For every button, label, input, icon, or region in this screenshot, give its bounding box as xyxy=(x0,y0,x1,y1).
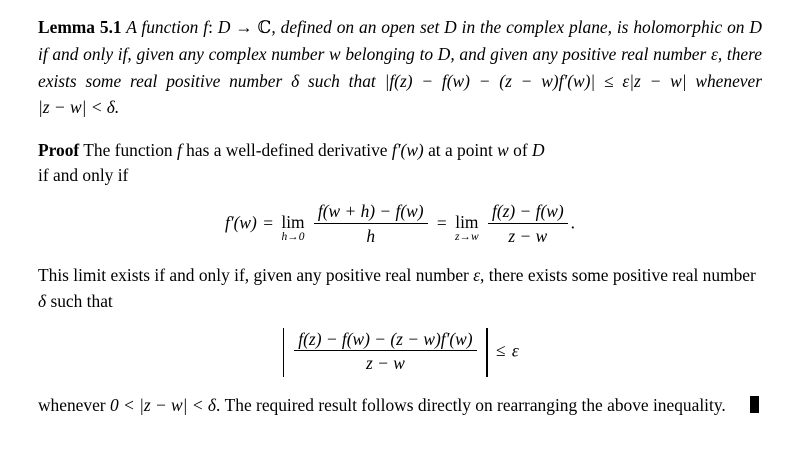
lemma-symbol-epsilon: ε xyxy=(710,44,718,65)
lemma-symbol-arrow: → xyxy=(235,17,253,37)
eq1-limit-z-op: lim xyxy=(455,211,479,232)
eq1-limit-h-op: lim xyxy=(281,211,305,232)
proof-text-line2: if and only if xyxy=(38,165,129,186)
lemma-symbol-f: f xyxy=(203,17,209,37)
eq1-fraction-z-denominator: z − w xyxy=(508,225,548,246)
eq1-limit-h-sub: h→0 xyxy=(281,231,305,244)
eq2-fraction-denominator: z − w xyxy=(366,353,405,374)
lemma-text-period: . xyxy=(114,97,120,118)
end-of-proof-tombstone xyxy=(750,396,759,413)
para3-text-b: . The required result follows directly on rearranging the above inequality. xyxy=(215,394,726,415)
eq2-fraction-numerator: f(z) − f(w) − (z − w)f′(w) xyxy=(294,329,476,352)
eq1-lhs: f′(w) xyxy=(225,212,257,233)
conclusion-paragraph xyxy=(38,393,762,418)
eq1-fraction-h-denominator: h xyxy=(366,225,376,246)
para3-condition: 0 < |z − w| < δ xyxy=(109,394,216,415)
para2-symbol-delta: δ xyxy=(38,290,47,311)
lemma-text-s3: in the complex plane, is holomorphic on xyxy=(461,17,745,37)
lemma-text-s1: A function xyxy=(126,17,199,37)
eq1-limit-z-sub: z→w xyxy=(455,231,479,244)
proof-symbol-w: w xyxy=(497,139,509,160)
lemma-symbol-D3: D xyxy=(749,17,762,37)
lemma-statement xyxy=(38,14,762,121)
lemma-text-s6: , and given any positive real number xyxy=(450,44,707,65)
proof-text-b: has a well-defined derivative xyxy=(186,139,388,160)
lemma-inline-condition: |z − w| < δ xyxy=(38,97,115,118)
lemma-text-s4: if and only if, given any complex number xyxy=(38,44,325,65)
eq1-fraction-h xyxy=(314,201,428,246)
proof-text-d: of xyxy=(513,139,528,160)
eq1-equals-2: = xyxy=(436,212,447,233)
lemma-symbol-D1: D xyxy=(217,17,231,37)
eq2-epsilon: ε xyxy=(511,340,519,361)
eq1-fraction-z-numerator: f(z) − f(w) xyxy=(488,201,568,224)
para2-text-a: This limit exists if and only if, given any positive real number xyxy=(38,265,469,286)
proof-paragraph xyxy=(38,138,762,188)
eq1-period: . xyxy=(570,212,575,233)
eq2-fraction xyxy=(294,329,476,374)
proof-symbol-f: f xyxy=(176,139,182,160)
lemma-text-s9: whenever xyxy=(695,70,762,91)
display-equation-inequality xyxy=(38,330,762,375)
proof-text-c: at a point xyxy=(428,139,493,160)
eq1-equals: = xyxy=(263,212,273,233)
eq1-fraction-z xyxy=(488,201,568,246)
lemma-symbol-complex: ℂ xyxy=(257,18,272,38)
para3-text-a: whenever xyxy=(38,394,106,415)
proof-text-a: The function xyxy=(83,139,173,160)
display-equation-derivative xyxy=(38,202,762,247)
eq1-limit-h xyxy=(281,213,304,243)
para2-text-c: such that xyxy=(50,290,113,311)
eq1-fraction-h-numerator: f(w + h) − f(w) xyxy=(314,201,428,224)
lemma-text-s5: belonging to xyxy=(345,44,434,65)
lemma-symbol-D2: D xyxy=(444,17,457,37)
lemma-heading: Lemma 5.1 xyxy=(38,17,122,37)
proof-symbol-D: D xyxy=(531,139,545,160)
eq1-limit-z xyxy=(455,213,479,243)
proof-symbol-fprime: f′(w) xyxy=(391,139,424,160)
eq2-absolute-value xyxy=(281,330,489,375)
para2-symbol-epsilon: ε xyxy=(473,265,481,286)
lemma-symbol-D4: D xyxy=(437,44,451,65)
lemma-symbol-colon: : xyxy=(208,17,213,37)
para2-text-b: , there exists some positive real number xyxy=(480,265,756,286)
lemma-text-s8: such that xyxy=(307,70,376,91)
proof-heading: Proof xyxy=(38,139,80,160)
lemma-inline-inequality: |f(z) − f(w) − (z − w)f′(w)| ≤ ε|z − w| xyxy=(384,70,687,91)
lemma-text-s7: , there exists some real positive number xyxy=(38,44,762,91)
eq2-relation: ≤ xyxy=(495,340,506,361)
lemma-text-s2: , defined on an open set xyxy=(271,17,440,37)
lemma-symbol-delta: δ xyxy=(291,70,300,91)
limit-existence-paragraph xyxy=(38,263,762,313)
lemma-symbol-w: w xyxy=(329,44,341,65)
